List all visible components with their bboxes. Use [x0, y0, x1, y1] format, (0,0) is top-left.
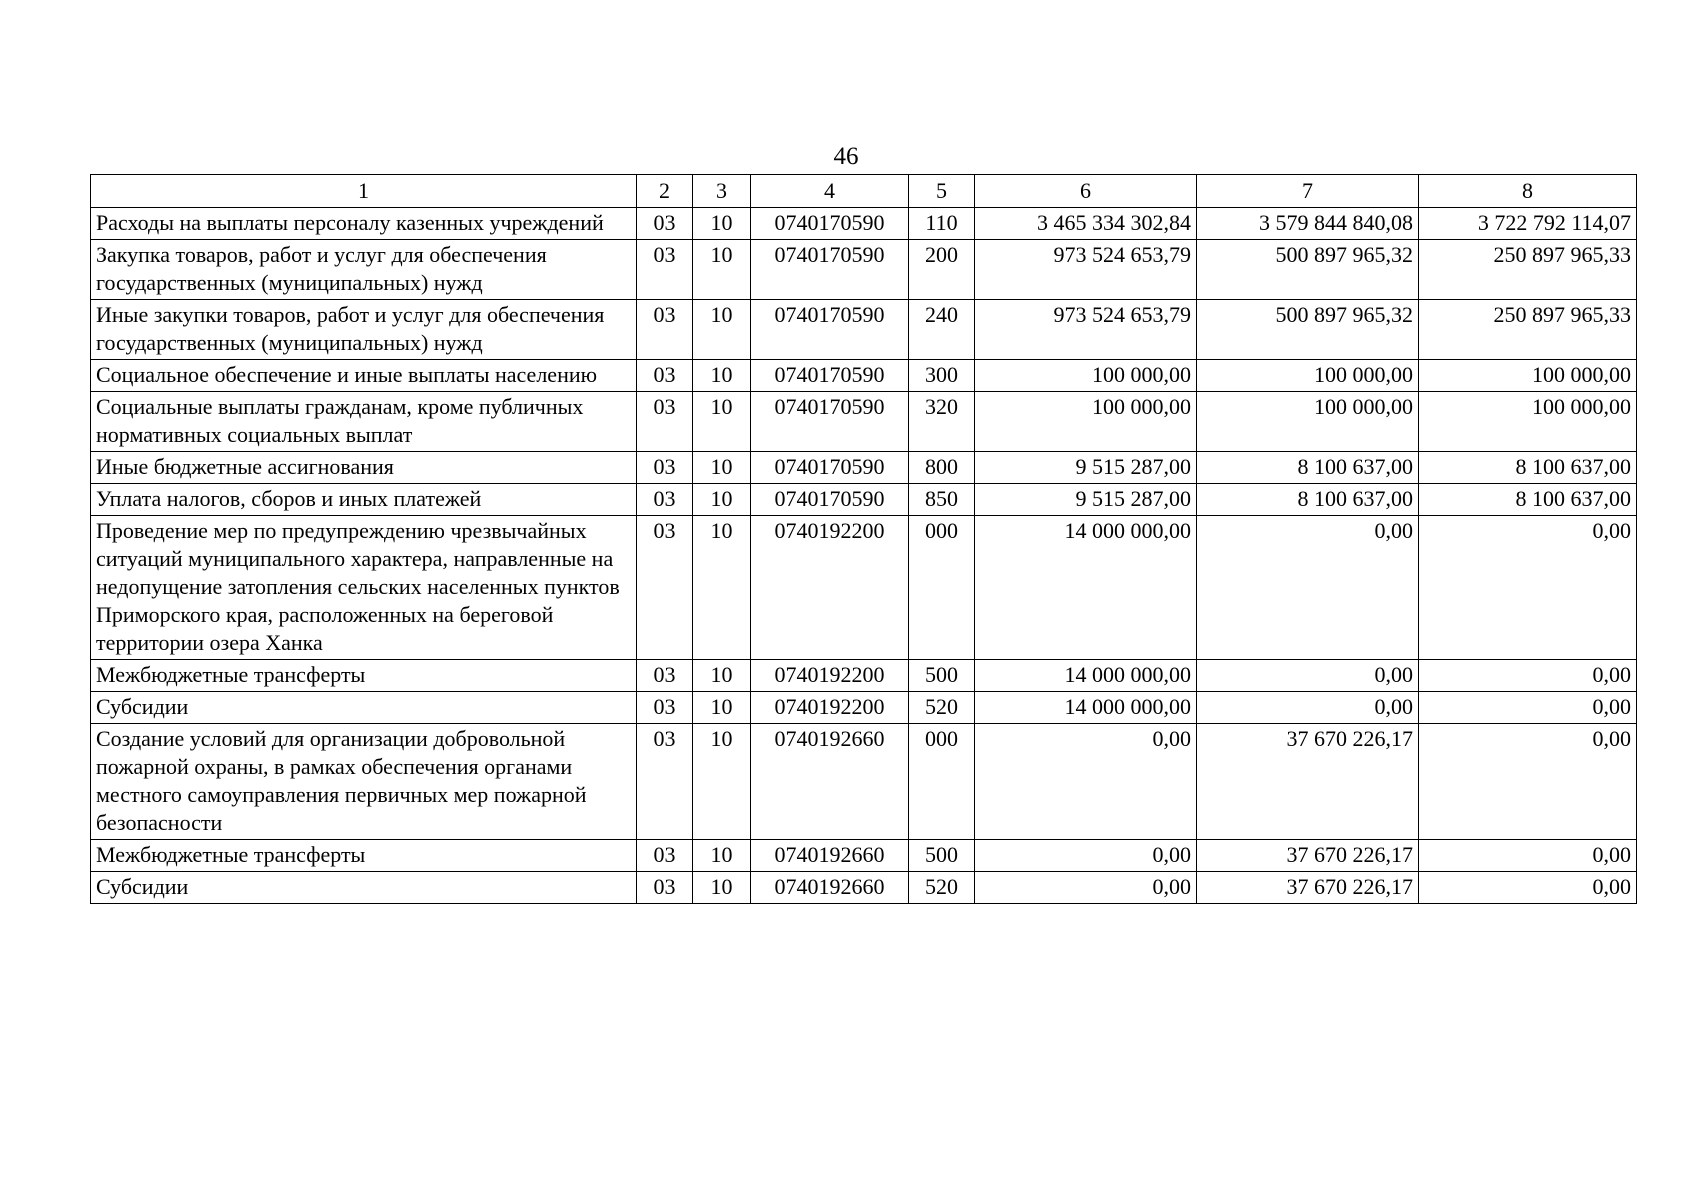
code-cell: 520: [909, 692, 975, 724]
code-cell: 0740192200: [751, 660, 909, 692]
code-cell: 320: [909, 392, 975, 452]
amount-cell: 973 524 653,79: [975, 300, 1197, 360]
row-name-cell: Субсидии: [91, 692, 637, 724]
code-cell: 03: [637, 872, 693, 904]
code-cell: 10: [693, 840, 751, 872]
amount-cell: 37 670 226,17: [1197, 872, 1419, 904]
row-name-cell: Расходы на выплаты персоналу казенных учреждений: [91, 208, 637, 240]
row-name-cell: Закупка товаров, работ и услуг для обеспечения государственных (муниципальных) нужд: [91, 240, 637, 300]
table-row: [91, 660, 1637, 692]
amount-cell: 3 722 792 114,07: [1419, 208, 1637, 240]
amount-cell: 0,00: [1419, 840, 1637, 872]
table-row: [91, 240, 1637, 300]
code-cell: 240: [909, 300, 975, 360]
code-cell: 10: [693, 692, 751, 724]
table-row: [91, 360, 1637, 392]
table-row: [91, 692, 1637, 724]
amount-cell: 0,00: [975, 872, 1197, 904]
code-cell: 000: [909, 724, 975, 840]
amount-cell: 973 524 653,79: [975, 240, 1197, 300]
code-cell: 0740192660: [751, 840, 909, 872]
code-cell: 03: [637, 724, 693, 840]
code-cell: 520: [909, 872, 975, 904]
row-name-cell: Уплата налогов, сборов и иных платежей: [91, 484, 637, 516]
amount-cell: 8 100 637,00: [1419, 484, 1637, 516]
code-cell: 10: [693, 208, 751, 240]
code-cell: 03: [637, 392, 693, 452]
amount-cell: 0,00: [1197, 660, 1419, 692]
table-row: [91, 392, 1637, 452]
budget-table: [90, 174, 1637, 904]
header-cell: 1: [91, 175, 637, 208]
amount-cell: 100 000,00: [975, 360, 1197, 392]
page-number: 46: [833, 143, 859, 170]
table-row: [91, 724, 1637, 840]
amount-cell: 8 100 637,00: [1197, 484, 1419, 516]
code-cell: 0740170590: [751, 484, 909, 516]
code-cell: 10: [693, 724, 751, 840]
code-cell: 10: [693, 660, 751, 692]
code-cell: 300: [909, 360, 975, 392]
amount-cell: 8 100 637,00: [1419, 452, 1637, 484]
code-cell: 500: [909, 660, 975, 692]
amount-cell: 0,00: [1419, 872, 1637, 904]
row-name-cell: Субсидии: [91, 872, 637, 904]
code-cell: 03: [637, 516, 693, 660]
amount-cell: 100 000,00: [1419, 360, 1637, 392]
code-cell: 200: [909, 240, 975, 300]
row-name-cell: Иные бюджетные ассигнования: [91, 452, 637, 484]
row-name-cell: Межбюджетные трансферты: [91, 660, 637, 692]
code-cell: 03: [637, 660, 693, 692]
amount-cell: 14 000 000,00: [975, 692, 1197, 724]
amount-cell: 100 000,00: [1419, 392, 1637, 452]
code-cell: 0740192660: [751, 724, 909, 840]
table-row: [91, 872, 1637, 904]
amount-cell: 0,00: [1197, 516, 1419, 660]
amount-cell: 37 670 226,17: [1197, 840, 1419, 872]
amount-cell: 0,00: [975, 724, 1197, 840]
amount-cell: 250 897 965,33: [1419, 300, 1637, 360]
code-cell: 0740170590: [751, 392, 909, 452]
amount-cell: 9 515 287,00: [975, 452, 1197, 484]
amount-cell: 14 000 000,00: [975, 660, 1197, 692]
table-row: [91, 208, 1637, 240]
header-cell: 6: [975, 175, 1197, 208]
code-cell: 000: [909, 516, 975, 660]
code-cell: 0740170590: [751, 452, 909, 484]
code-cell: 03: [637, 300, 693, 360]
table-row: [91, 300, 1637, 360]
code-cell: 03: [637, 360, 693, 392]
code-cell: 03: [637, 452, 693, 484]
table-row: [91, 484, 1637, 516]
row-name-cell: Иные закупки товаров, работ и услуг для обеспечения государственных (муниципальных) нужд: [91, 300, 637, 360]
amount-cell: 14 000 000,00: [975, 516, 1197, 660]
code-cell: 800: [909, 452, 975, 484]
header-cell: 5: [909, 175, 975, 208]
code-cell: 03: [637, 840, 693, 872]
row-name-cell: Социальные выплаты гражданам, кроме публичных нормативных социальных выплат: [91, 392, 637, 452]
amount-cell: 9 515 287,00: [975, 484, 1197, 516]
amount-cell: 3 579 844 840,08: [1197, 208, 1419, 240]
amount-cell: 100 000,00: [975, 392, 1197, 452]
code-cell: 10: [693, 516, 751, 660]
code-cell: 10: [693, 240, 751, 300]
amount-cell: 0,00: [975, 840, 1197, 872]
code-cell: 0740192660: [751, 872, 909, 904]
header-cell: 3: [693, 175, 751, 208]
header-row: [91, 175, 1637, 208]
code-cell: 500: [909, 840, 975, 872]
code-cell: 10: [693, 392, 751, 452]
row-name-cell: Межбюджетные трансферты: [91, 840, 637, 872]
code-cell: 03: [637, 484, 693, 516]
header-cell: 8: [1419, 175, 1637, 208]
code-cell: 0740170590: [751, 208, 909, 240]
header-cell: 4: [751, 175, 909, 208]
code-cell: 10: [693, 872, 751, 904]
amount-cell: 0,00: [1419, 724, 1637, 840]
amount-cell: 100 000,00: [1197, 392, 1419, 452]
amount-cell: 37 670 226,17: [1197, 724, 1419, 840]
code-cell: 10: [693, 452, 751, 484]
amount-cell: 3 465 334 302,84: [975, 208, 1197, 240]
amount-cell: 0,00: [1419, 660, 1637, 692]
row-name-cell: Проведение мер по предупреждению чрезвычайных ситуаций муниципального характера, направленные на недопущение затопления сельских населенных пунктов Приморского края, расположенных на береговой территории озера Ханка: [91, 516, 637, 660]
amount-cell: 0,00: [1197, 692, 1419, 724]
code-cell: 110: [909, 208, 975, 240]
amount-cell: 100 000,00: [1197, 360, 1419, 392]
table-row: [91, 516, 1637, 660]
code-cell: 10: [693, 484, 751, 516]
code-cell: 0740170590: [751, 300, 909, 360]
code-cell: 0740170590: [751, 360, 909, 392]
header-cell: 2: [637, 175, 693, 208]
row-name-cell: Создание условий для организации добровольной пожарной охраны, в рамках обеспечения органами местного самоуправления первичных мер пожарной безопасности: [91, 724, 637, 840]
code-cell: 10: [693, 300, 751, 360]
code-cell: 10: [693, 360, 751, 392]
amount-cell: 8 100 637,00: [1197, 452, 1419, 484]
table-row: [91, 452, 1637, 484]
amount-cell: 250 897 965,33: [1419, 240, 1637, 300]
code-cell: 03: [637, 692, 693, 724]
code-cell: 03: [637, 208, 693, 240]
code-cell: 0740192200: [751, 516, 909, 660]
row-name-cell: Социальное обеспечение и иные выплаты населению: [91, 360, 637, 392]
code-cell: 850: [909, 484, 975, 516]
amount-cell: 0,00: [1419, 692, 1637, 724]
table-body: [91, 208, 1637, 904]
code-cell: 0740192200: [751, 692, 909, 724]
code-cell: 03: [637, 240, 693, 300]
amount-cell: 0,00: [1419, 516, 1637, 660]
header-cell: 7: [1197, 175, 1419, 208]
table-row: [91, 840, 1637, 872]
amount-cell: 500 897 965,32: [1197, 240, 1419, 300]
code-cell: 0740170590: [751, 240, 909, 300]
amount-cell: 500 897 965,32: [1197, 300, 1419, 360]
